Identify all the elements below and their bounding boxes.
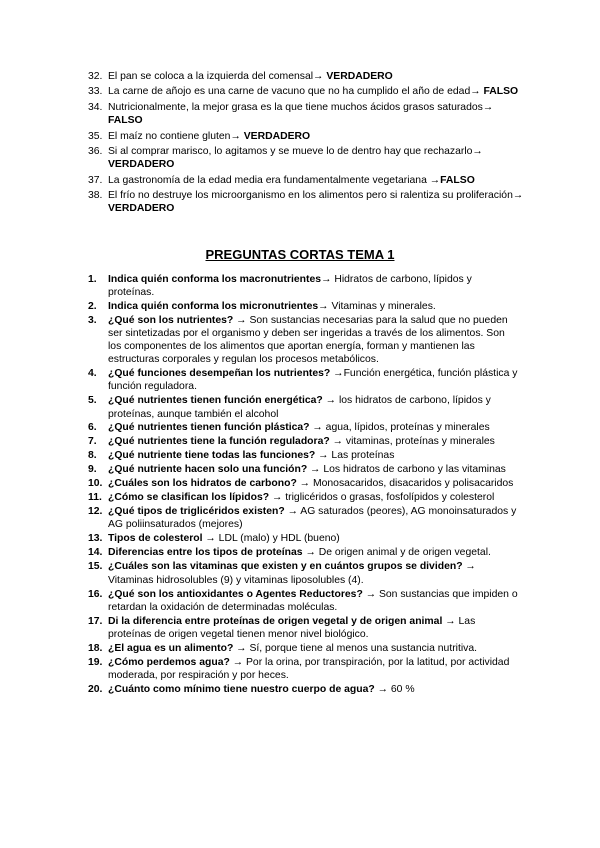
question-content (108, 421, 520, 434)
question-content (108, 300, 520, 313)
question-text: ¿Cuáles son las vitaminas que existen y en cuántos grupos se dividen? (108, 561, 463, 573)
question-content (108, 656, 520, 682)
question-text: ¿Cómo perdemos agua? (108, 656, 230, 668)
question-item (88, 532, 520, 545)
question-content (108, 546, 520, 559)
item-number: 37. (88, 174, 103, 186)
question-text: Di la diferencia entre proteínas de origen vegetal y de origen animal (108, 615, 443, 627)
answer-text: → los hidratos de carbono, lípidos y proteínas, aunque también el alcohol (108, 395, 491, 420)
question-number: 12. (88, 506, 103, 518)
question-content (108, 449, 520, 462)
question-content (108, 615, 520, 641)
question-item (88, 300, 520, 313)
answer-text: → Vitaminas hidrosolubles (9) y vitaminas liposolubles (4). (108, 561, 476, 586)
answer: VERDADERO (108, 203, 175, 215)
answer: FALSO (440, 174, 475, 186)
question-content (108, 367, 520, 393)
question-content (108, 642, 520, 655)
question-content (108, 491, 520, 504)
answer-text: → Los hidratos de carbono y las vitaminas (307, 464, 506, 476)
question-item (88, 273, 520, 299)
list-item (88, 130, 528, 143)
answer-text: → 60 % (374, 683, 415, 695)
question-text: ¿Cómo se clasifican los lípidos? (108, 492, 270, 504)
question-number: 17. (88, 615, 103, 627)
question-content (108, 532, 520, 545)
true-false-list (88, 70, 528, 218)
item-text: El frío no destruye los microorganismo en los alimentos pero si ralentiza su proliferación→ VERDADERO (108, 190, 524, 215)
question-item (88, 683, 520, 696)
question-number: 8. (88, 450, 97, 462)
answer-text: → Monosacaridos, disacaridos y polisacaridos (296, 478, 514, 490)
question-number: 20. (88, 683, 103, 695)
question-item (88, 491, 520, 504)
answer: FALSO (483, 86, 519, 98)
question-content (108, 588, 520, 614)
question-number: 19. (88, 656, 103, 668)
item-text: Si al comprar marisco, lo agitamos y se mueve lo de dentro hay que rechazarlo→ VERDADERO (108, 146, 483, 171)
short-questions-list (88, 273, 520, 697)
question-text: ¿Qué nutrientes tienen función energética? (108, 395, 323, 407)
answer-text: → vitaminas, proteínas y minerales (329, 436, 495, 448)
question-number: 16. (88, 588, 103, 600)
list-item (88, 145, 528, 171)
question-text: ¿Cuáles son los hidratos de carbono? (108, 478, 297, 490)
answer-text: → Sí, porque tiene al menos una sustancia nutritiva. (233, 642, 478, 654)
question-text: ¿Qué funciones desempeñan los nutrientes? (108, 368, 331, 380)
question-item (88, 656, 520, 682)
question-item (88, 435, 520, 448)
question-content (108, 314, 520, 366)
answer-text: → Por la orina, por transpiración, por la latitud, por actividad moderada, por respiración y por heces. (108, 656, 510, 681)
section-heading: PREGUNTAS CORTAS TEMA 1 (205, 247, 395, 262)
question-text: Diferencias entre los tipos de proteínas (108, 547, 303, 559)
question-item (88, 560, 520, 586)
item-number: 34. (88, 101, 103, 113)
question-item (88, 367, 520, 393)
question-content (108, 435, 520, 448)
question-number: 15. (88, 561, 103, 573)
item-text: La carne de añojo es una carne de vacuno que no ha cumplido el año de edad→ FALSO (108, 86, 519, 98)
question-content (108, 463, 520, 476)
item-text: La gastronomía de la edad media era fundamentalmente vegetariana →FALSO (108, 174, 475, 186)
list-item (88, 101, 528, 127)
question-number: 2. (88, 301, 97, 313)
list-item (88, 70, 528, 83)
answer: FALSO (108, 115, 143, 127)
question-item (88, 477, 520, 490)
question-content (108, 394, 520, 420)
question-item (88, 463, 520, 476)
question-item (88, 394, 520, 420)
answer-text: → Son sustancias que impiden o retardan la oxidación de determinadas moléculas. (108, 588, 518, 613)
list-item (88, 174, 528, 187)
answer: VERDADERO (243, 130, 311, 142)
answer-text: →Función energética, función plástica y función reguladora. (108, 368, 518, 393)
answer-text: → De origen animal y de origen vegetal. (302, 547, 491, 559)
question-text: ¿Qué tipos de triglicéridos existen? (108, 506, 285, 518)
answer-text: → Las proteínas de origen vegetal tienen menor nivel biológico. (108, 615, 476, 640)
answer: VERDADERO (326, 71, 393, 82)
answer-text: → Hidratos de carbono, lípidos y proteínas. (108, 274, 472, 299)
question-item (88, 615, 520, 641)
answer: VERDADERO (108, 159, 175, 171)
question-number: 10. (88, 478, 103, 490)
question-content (108, 477, 520, 490)
question-number: 9. (88, 464, 97, 476)
question-number: 7. (88, 436, 97, 448)
answer-text: → triglicéridos o grasas, fosfolípidos y colesterol (269, 492, 495, 504)
question-content (108, 273, 520, 299)
answer-text: → Vitaminas y minerales. (318, 301, 436, 313)
question-number: 18. (88, 642, 103, 654)
question-text: ¿El agua es un alimento? (108, 642, 234, 654)
item-number: 33. (88, 86, 103, 98)
item-number: 38. (88, 190, 103, 202)
question-text: ¿Qué son los nutrientes? (108, 315, 234, 327)
question-number: 5. (88, 395, 97, 407)
question-item (88, 505, 520, 531)
question-item (88, 546, 520, 559)
answer-text: → Son sustancias necesarias para la salud que no pueden ser sintetizadas por el organismo y deben ser ingeridas a través de los alimentos. Son los componentes de los alimentos que aportan energía, forman y mantienen las estructuras corporales y regulan los procesos metabólicos. (108, 315, 508, 366)
question-content (108, 505, 520, 531)
question-number: 3. (88, 315, 97, 327)
answer-text: → LDL (malo) y HDL (bueno) (202, 533, 340, 545)
question-item (88, 314, 520, 366)
question-number: 13. (88, 533, 103, 545)
question-text: ¿Cuánto como mínimo tiene nuestro cuerpo de agua? (108, 683, 375, 695)
question-content (108, 683, 520, 696)
question-item (88, 642, 520, 655)
question-number: 1. (88, 274, 97, 285)
item-number: 36. (88, 146, 103, 158)
question-text: ¿Qué nutrientes tiene la función reguladora? (108, 436, 330, 448)
item-number: 32. (88, 71, 103, 82)
item-text: El maíz no contiene gluten→ VERDADERO (108, 130, 311, 142)
question-item (88, 421, 520, 434)
question-number: 4. (88, 368, 97, 380)
question-text: ¿Qué son los antioxidantes o Agentes Reductores? (108, 588, 363, 600)
answer-text: → agua, lípidos, proteínas y minerales (309, 422, 490, 434)
question-text: Indica quién conforma los micronutrientes (108, 301, 319, 313)
question-number: 14. (88, 547, 103, 559)
question-item (88, 588, 520, 614)
item-text: Nutricionalmente, la mejor grasa es la que tiene muchos ácidos grasos saturados→ FALSO (108, 101, 494, 127)
item-number: 35. (88, 130, 103, 142)
question-text: ¿Qué nutriente hacen solo una función? (108, 464, 308, 476)
question-item (88, 449, 520, 462)
question-text: Indica quién conforma los macronutrientes (108, 274, 322, 285)
question-number: 11. (88, 492, 102, 504)
item-text: El pan se coloca a la izquierda del comensal→ VERDADERO (108, 71, 393, 82)
question-content (108, 560, 520, 586)
question-text: ¿Qué nutrientes tienen función plástica? (108, 422, 310, 434)
answer-text: → AG saturados (peores), AG monoinsaturados y AG poliinsaturados (mejores) (108, 506, 517, 531)
question-number: 6. (88, 422, 97, 434)
list-item (88, 189, 528, 215)
question-text: Tipos de colesterol (108, 533, 203, 545)
question-text: ¿Qué nutriente tiene todas las funciones? (108, 450, 316, 462)
answer-text: → Las proteínas (315, 450, 395, 462)
list-item (88, 85, 528, 98)
